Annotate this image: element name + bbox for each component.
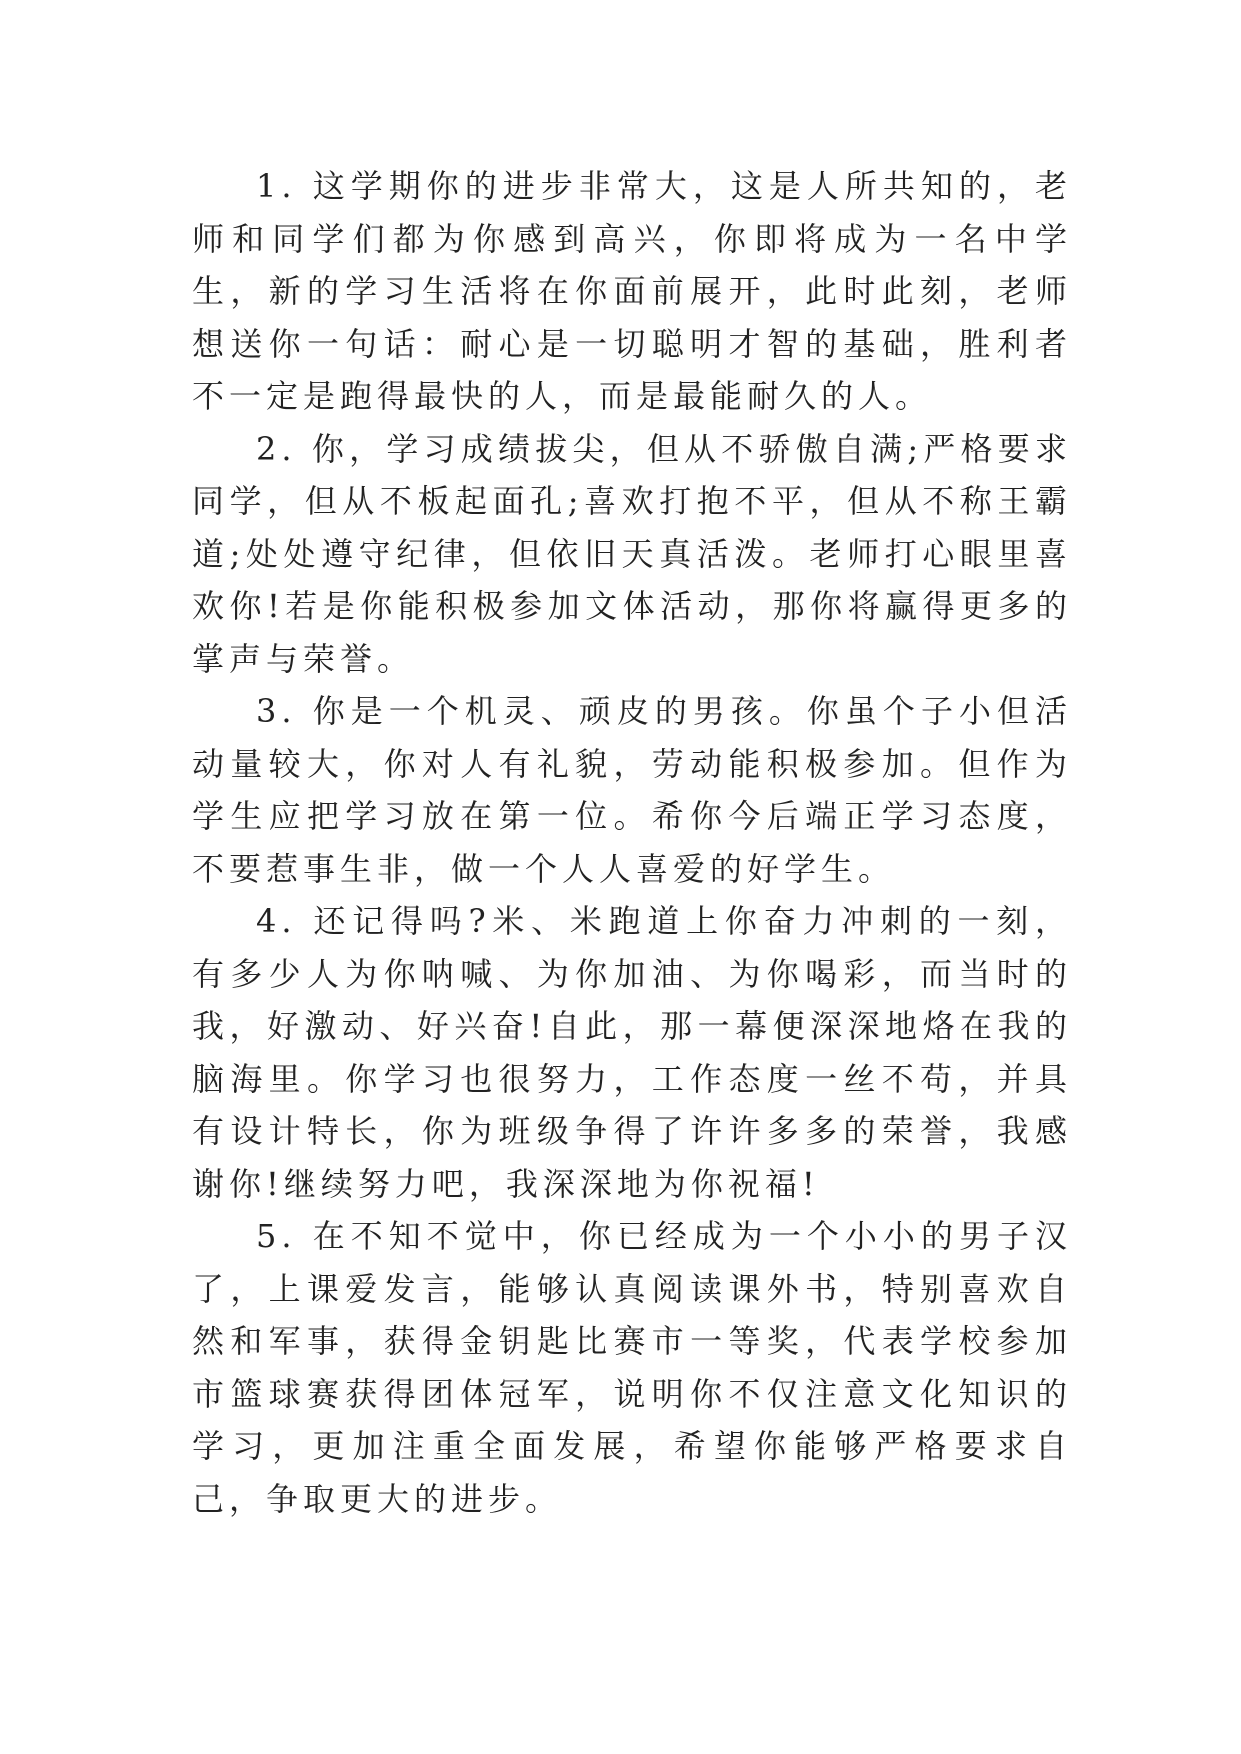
comment-paragraph-3: 3. 你是一个机灵、顽皮的男孩。你虽个子小但活动量较大，你对人有礼貌，劳动能积极参加。但作为学生应把学习放在第一位。希你今后端正学习态度，不要惹事生非，做一个人人喜爱的好学生。 — [192, 692, 1072, 888]
comment-paragraph-5: 5. 在不知不觉中，你已经成为一个小小的男子汉了，上课爱发言，能够认真阅读课外书，特别喜欢自然和军事，获得金钥匙比赛市一等奖，代表学校参加市篮球赛获得团体冠军，说明你不仅注意文化知识的学习，更加注重全面发展，希望你能够严格要求自己，争取更大的进步。 — [192, 1217, 1072, 1518]
document-body — [192, 160, 1072, 1525]
comment-paragraph-4: 4. 还记得吗?米、米跑道上你奋力冲刺的一刻，有多少人为你呐喊、为你加油、为你喝彩，而当时的我，好激动、好兴奋!自此，那一幕便深深地烙在我的脑海里。你学习也很努力，工作态度一丝不苟，并具有设计特长，你为班级争得了许许多多的荣誉，我感谢你!继续努力吧，我深深地为你祝福! — [192, 902, 1072, 1203]
comment-paragraph-1: 1. 这学期你的进步非常大，这是人所共知的，老师和同学们都为你感到高兴，你即将成为一名中学生，新的学习生活将在你面前展开，此时此刻，老师想送你一句话：耐心是一切聪明才智的基础，胜利者不一定是跑得最快的人，而是最能耐久的人。 — [192, 167, 1072, 415]
comment-paragraph-2: 2. 你，学习成绩拔尖，但从不骄傲自满;严格要求同学，但从不板起面孔;喜欢打抱不平，但从不称王霸道;处处遵守纪律，但依旧天真活泼。老师打心眼里喜欢你!若是你能积极参加文体活动，那你将赢得更多的掌声与荣誉。 — [192, 429, 1072, 678]
